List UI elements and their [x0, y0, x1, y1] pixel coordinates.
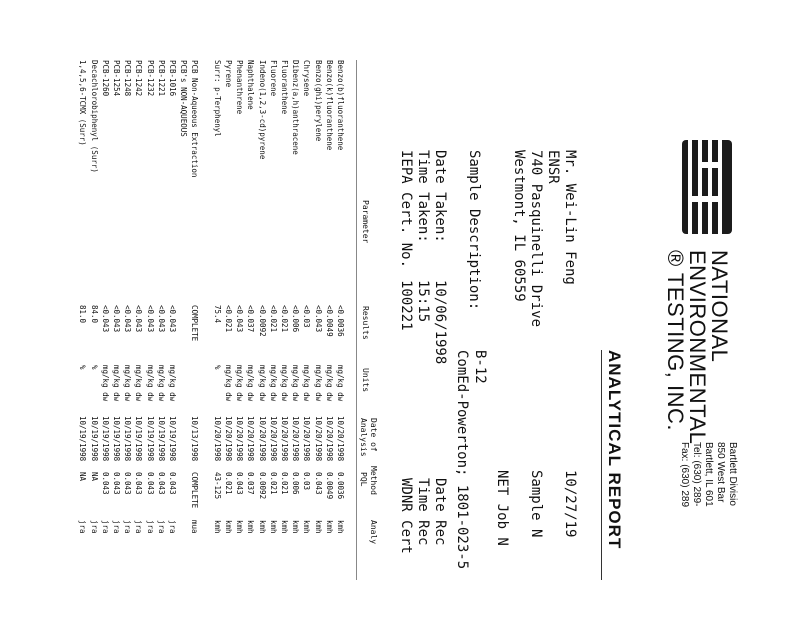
cell-pql: 0.043 — [156, 472, 166, 495]
cell-parameter: Phenanthrene — [235, 60, 245, 115]
cell-units: mg/kg dw — [145, 365, 155, 402]
cell-units: mg/kg dw — [224, 365, 233, 402]
sample-site: ComEd-Powerton; 1801-023-5 — [454, 350, 470, 570]
cell-parameter: Benzo(ghi)perylene — [313, 60, 323, 142]
cell-parameter: PCB-1254 — [112, 60, 121, 97]
cell-parameter: 1,4,5,6-TCMX (Surr) — [78, 60, 88, 146]
cell-parameter: PCB's NON-AQUEOUS — [179, 60, 189, 137]
cell-pql: 0.03 — [302, 472, 312, 491]
cell-analysis-date: 10/20/1998 — [302, 416, 312, 462]
cell-units: mg/kg dw — [168, 365, 177, 402]
cell-analysis-date: 10/19/1998 — [156, 416, 166, 462]
cell-result: <0.043 — [156, 305, 166, 333]
cell-pql: 0.006 — [291, 472, 301, 495]
company-name-line-3: ® TESTING, INC. — [663, 250, 688, 431]
report-title: ANALYTICAL REPORT — [605, 350, 624, 550]
cell-units: mg/kg dw — [257, 365, 267, 402]
cell-parameter: Indeno(1,2,3-cd)pyrene — [257, 60, 267, 160]
cell-analyst: kmh — [235, 520, 245, 534]
cell-analyst: jra — [100, 520, 110, 534]
cell-analyst: jra — [156, 520, 166, 534]
time-taken-value: 15:15 — [415, 280, 431, 323]
cell-analysis-date: 10/20/1998 — [280, 416, 289, 462]
col-date-of: Date of — [369, 418, 378, 452]
date-received-label: Date Rec — [432, 478, 448, 546]
time-received-label: Time Rec — [415, 478, 431, 546]
cell-result: <0.043 — [235, 305, 245, 333]
cell-analyst: kmh — [291, 520, 301, 534]
cell-analysis-date: 10/20/1998 — [336, 416, 345, 462]
cell-parameter: PCB-1242 — [134, 60, 144, 97]
cell-units: mg/kg dw — [246, 365, 256, 402]
cell-units: mg/kg dw — [324, 365, 334, 402]
address-line-2: 850 West Bar — [715, 442, 726, 503]
cell-analyst: mua — [190, 520, 200, 534]
cell-units: mg/kg dw — [336, 365, 345, 402]
cell-result: <0.0049 — [324, 305, 334, 337]
cell-units: mg/kg dw — [302, 365, 312, 402]
client-city: Westmont, IL 60559 — [511, 150, 527, 302]
cell-analyst: jra — [78, 520, 88, 534]
client-name: Mr. Wei-Lin Feng — [562, 150, 578, 285]
cell-pql: 0.043 — [112, 472, 121, 495]
company-logo — [682, 140, 732, 234]
cell-result: <0.021 — [280, 305, 289, 333]
cell-pql: 0.043 — [313, 472, 323, 495]
cell-result: <0.043 — [123, 305, 133, 333]
cell-result: <0.021 — [268, 305, 278, 333]
cell-result: <0.043 — [112, 305, 121, 333]
cell-analyst: kmh — [324, 520, 334, 534]
cell-pql: 0.043 — [168, 472, 177, 495]
iepa-cert-label: IEPA Cert. No. — [398, 150, 414, 269]
col-results: Results — [361, 306, 370, 340]
address-line-1: Bartlett Divisio — [727, 442, 738, 506]
col-parameter: Parameter — [361, 200, 370, 244]
sample-id: B-12 — [472, 350, 488, 384]
cell-pql: 0.037 — [246, 472, 256, 495]
address-line-3: Bartlett, IL 601 — [703, 442, 714, 507]
cell-analysis-date: 10/19/1998 — [168, 416, 177, 462]
cell-pql: NA — [78, 472, 88, 482]
cell-units: mg/kg dw — [100, 365, 110, 402]
col-method: Method — [369, 466, 378, 495]
cell-pql: 0.043 — [123, 472, 133, 495]
cell-analysis-date: 10/20/1998 — [246, 416, 256, 462]
cell-analysis-date: 10/19/1998 — [134, 416, 144, 462]
cell-analyst: kmh — [313, 520, 323, 534]
cell-analyst: jra — [123, 520, 133, 534]
cell-parameter: PCB-1260 — [100, 60, 110, 97]
cell-parameter: PCB-1248 — [123, 60, 133, 97]
cell-analysis-date: 10/19/1998 — [100, 416, 110, 462]
cell-analysis-date: 10/20/1998 — [324, 416, 334, 462]
cell-parameter: PCB-1232 — [145, 60, 155, 97]
cell-units: mg/kg dw — [268, 365, 278, 402]
client-street: 740 Pasquinelli Drive — [528, 150, 544, 328]
cell-pql: COMPLETE — [190, 472, 200, 509]
cell-parameter: Pyrene — [224, 60, 233, 88]
cell-result: COMPLETE — [190, 305, 200, 342]
cell-result: <0.043 — [100, 305, 110, 333]
cell-result: <0.0036 — [336, 305, 345, 337]
date-taken-label: Date Taken: — [432, 150, 448, 243]
cell-pql: NA — [89, 472, 99, 482]
cell-analysis-date: 10/20/1998 — [257, 416, 267, 462]
client-org: ENSR — [545, 150, 561, 184]
cell-parameter: Fluorene — [268, 60, 278, 97]
cell-analyst: kmh — [212, 520, 222, 534]
cell-analysis-date: 10/19/1998 — [78, 416, 88, 462]
cell-result: 84.0 — [89, 305, 99, 324]
col-analyst: Analy — [369, 520, 378, 545]
company-name-line-1: NATIONAL — [707, 250, 732, 363]
cell-units: % — [89, 365, 99, 370]
cell-units: mg/kg dw — [280, 365, 289, 402]
cell-analyst: kmh — [336, 520, 345, 534]
cell-pql: 0.0036 — [336, 472, 345, 500]
cell-result: <0.037 — [246, 305, 256, 333]
cell-pql: 0.043 — [134, 472, 144, 495]
cell-units: mg/kg dw — [134, 365, 144, 402]
cell-result: <0.043 — [145, 305, 155, 333]
cell-pql: 0.043 — [145, 472, 155, 495]
cell-result: 75.4 — [212, 305, 222, 324]
cell-result: <0.021 — [224, 305, 233, 333]
cell-parameter: Chrysene — [302, 60, 312, 97]
report-date: 10/27/19 — [562, 470, 578, 538]
cell-analyst: jra — [89, 520, 99, 534]
cell-pql: 0.021 — [224, 472, 233, 495]
cell-analyst: kmh — [268, 520, 278, 534]
cell-parameter: Fluoranthene — [280, 60, 289, 115]
cell-pql: 0.0092 — [257, 472, 267, 500]
cell-analysis-date: 10/20/1998 — [268, 416, 278, 462]
cell-units: mg/kg dw — [313, 365, 323, 402]
cell-parameter: Dibenz(a,h)anthracene — [291, 60, 301, 155]
cell-analyst: kmh — [246, 520, 256, 534]
cell-pql: 0.043 — [235, 472, 245, 495]
address-line-4: Tel: (630) 289- — [691, 442, 702, 507]
sample-description-label: Sample Description: — [466, 150, 482, 311]
iepa-cert-value: 100221 — [398, 280, 414, 331]
cell-parameter: PCB-1016 — [168, 60, 177, 97]
cell-analyst: kmh — [224, 520, 233, 534]
cell-parameter: Decachlorobiphenyl (Surr) — [89, 60, 99, 173]
cell-result: <0.03 — [302, 305, 312, 328]
address-line-5: Fax: (630) 289 — [679, 442, 690, 508]
cell-analysis-date: 10/20/1998 — [235, 416, 245, 462]
cell-parameter: Surr: p-Terphenyl — [212, 60, 222, 137]
cell-parameter: PCB-1221 — [156, 60, 166, 97]
cell-result: 81.0 — [78, 305, 88, 324]
cell-units: % — [78, 365, 88, 370]
cell-analyst: jra — [134, 520, 144, 534]
cell-result: <0.0092 — [257, 305, 267, 337]
cell-analysis-date: 10/13/1998 — [190, 416, 200, 462]
cell-analysis-date: 10/20/1998 — [291, 416, 301, 462]
cell-analysis-date: 10/19/1998 — [112, 416, 121, 462]
cell-units: mg/kg dw — [291, 365, 301, 402]
cell-analyst: jra — [112, 520, 121, 534]
cell-analysis-date: 10/19/1998 — [145, 416, 155, 462]
net-job-label: NET Job N — [494, 470, 510, 546]
sample-number-label: Sample N — [528, 470, 544, 538]
col-units: Units — [361, 368, 370, 393]
cell-analysis-date: 10/19/1998 — [123, 416, 133, 462]
time-taken-label: Time Taken: — [415, 150, 431, 243]
cell-parameter: PCB Non-Aqueous Extraction — [190, 60, 200, 178]
cell-units: mg/kg dw — [235, 365, 245, 402]
cell-parameter: Benzo(b)fluoranthene — [336, 60, 345, 151]
cell-analyst: jra — [145, 520, 155, 534]
company-name-line-2: ENVIRONMENTAL — [685, 250, 710, 445]
cell-analyst: kmh — [302, 520, 312, 534]
cell-parameter: Benzo(k)fluoranthene — [324, 60, 334, 151]
date-taken-value: 10/06/1998 — [432, 280, 448, 365]
cell-units: mg/kg dw — [156, 365, 166, 402]
cell-units: mg/kg dw — [123, 365, 133, 402]
cell-result: <0.043 — [168, 305, 177, 333]
cell-pql: 0.043 — [100, 472, 110, 495]
cell-analysis-date: 10/20/1998 — [212, 416, 222, 462]
cell-result: <0.043 — [313, 305, 323, 333]
cell-analyst: jra — [168, 520, 177, 534]
cell-analysis-date: 10/20/1998 — [224, 416, 233, 462]
cell-analyst: kmh — [280, 520, 289, 534]
cell-pql: 0.021 — [268, 472, 278, 495]
cell-analyst: kmh — [257, 520, 267, 534]
col-pql: PQL — [359, 472, 368, 487]
cell-analysis-date: 10/19/1998 — [89, 416, 99, 462]
cell-analysis-date: 10/20/1998 — [313, 416, 323, 462]
wdnr-cert-label: WDNR Cert — [398, 478, 414, 554]
cell-pql: 0.021 — [280, 472, 289, 495]
cell-pql: 0.0049 — [324, 472, 334, 500]
cell-result: <0.043 — [134, 305, 144, 333]
col-analysis: Analysis — [359, 418, 368, 457]
cell-parameter: Naphthalene — [246, 60, 256, 110]
cell-pql: 43-125 — [212, 472, 222, 500]
cell-units: % — [212, 365, 222, 370]
cell-units: mg/kg dw — [112, 365, 121, 402]
cell-result: <0.006 — [291, 305, 301, 333]
